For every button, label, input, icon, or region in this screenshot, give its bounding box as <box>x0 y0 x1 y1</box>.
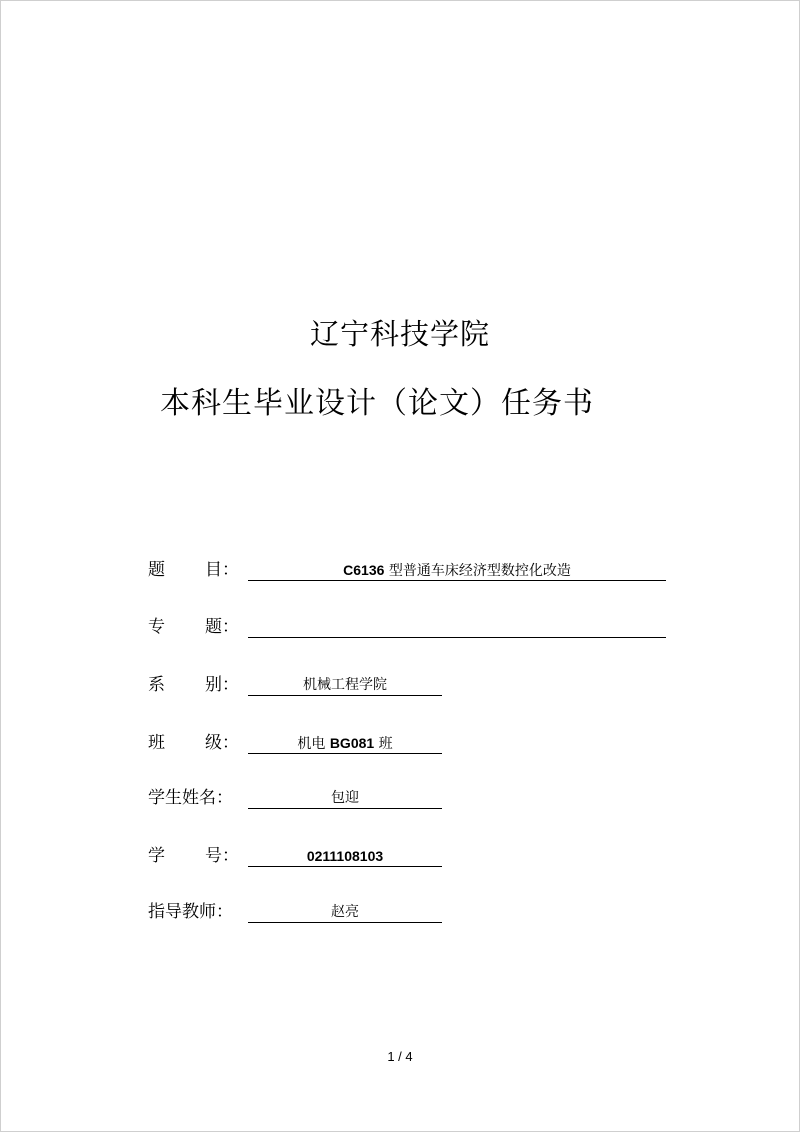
department-field: 机械工程学院 <box>248 675 442 696</box>
advisor-field: 赵亮 <box>248 902 442 923</box>
topic-value-text: 型普通车床经济型数控化改造 <box>388 563 571 579</box>
special-topic-field <box>248 617 666 638</box>
student-id-field: 0211108103 <box>248 846 442 867</box>
special-topic-label-first: 专 <box>148 617 165 637</box>
student-id-label-first: 学 <box>148 846 165 866</box>
university-title: 辽宁科技学院 <box>309 317 490 351</box>
student-id-label <box>148 846 239 866</box>
class-label-first: 班 <box>148 733 165 753</box>
department-label-second: 别： <box>205 675 239 695</box>
department-label-first: 系 <box>148 675 165 695</box>
special-topic-label <box>148 617 239 637</box>
student-id-label-second: 号： <box>205 846 239 866</box>
class-field <box>248 733 442 754</box>
special-topic-label-second: 题： <box>205 617 239 637</box>
class-label <box>148 733 239 753</box>
topic-label-second: 目： <box>205 560 239 580</box>
department-label <box>148 675 239 695</box>
document-title: 本科生毕业设计（论文）任务书 <box>160 386 594 421</box>
topic-value-model: C6136 <box>343 562 385 578</box>
class-label-second: 级： <box>205 733 239 753</box>
page-number: 1 / 4 <box>387 1049 413 1064</box>
class-value-code: BG081 <box>329 735 375 751</box>
student-name-field: 包迎 <box>248 788 442 809</box>
topic-label <box>148 560 239 580</box>
class-value-prefix: 机电 <box>297 736 326 752</box>
topic-field <box>248 560 666 581</box>
advisor-label: 指导教师： <box>148 902 233 922</box>
student-name-label: 学生姓名： <box>148 788 233 808</box>
class-value-suffix: 班 <box>378 736 393 752</box>
topic-label-first: 题 <box>148 560 165 580</box>
